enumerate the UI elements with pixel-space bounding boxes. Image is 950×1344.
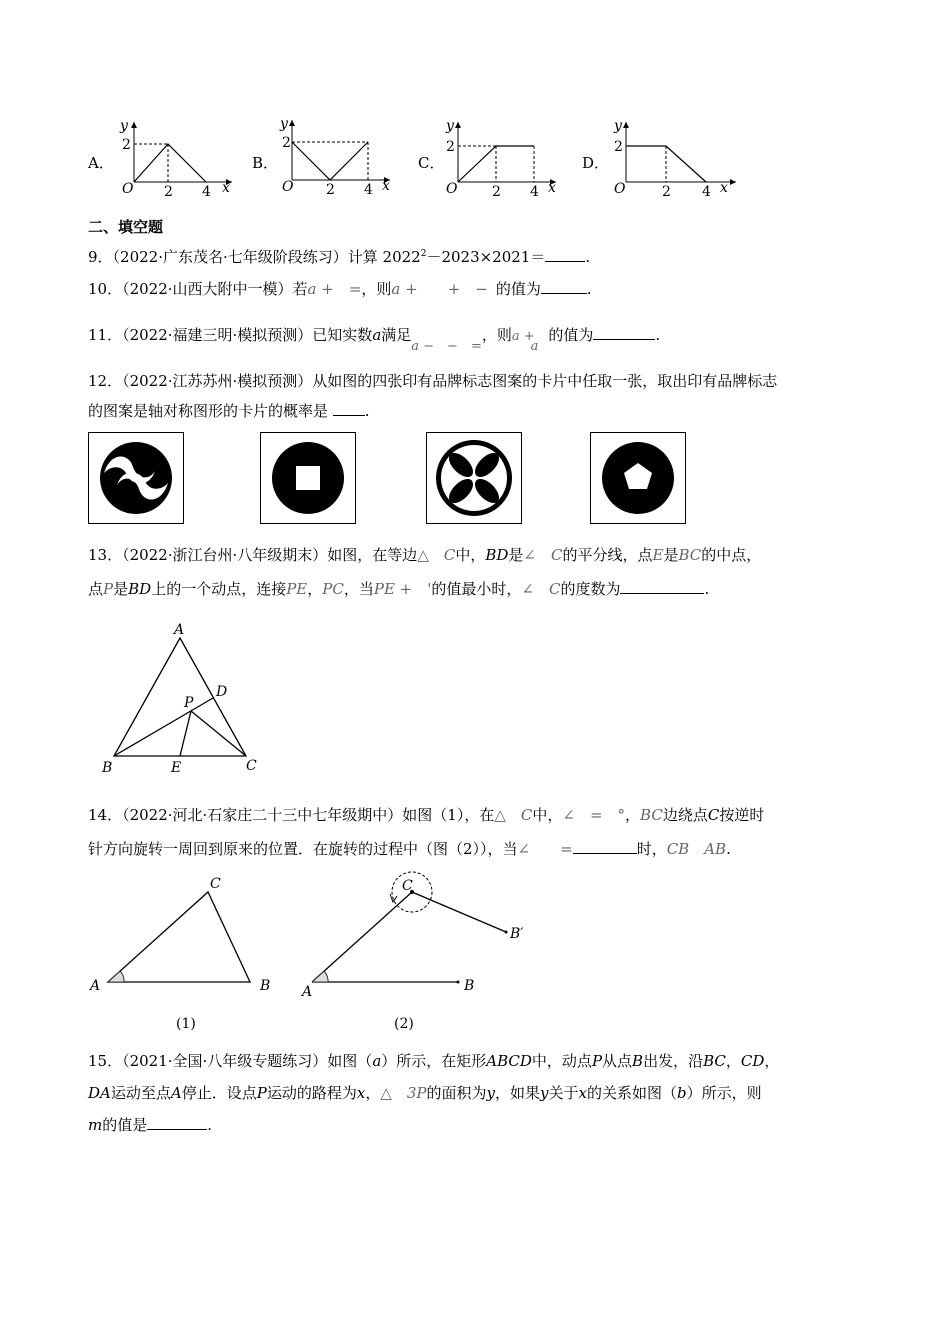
answer-blank-12[interactable]	[333, 401, 365, 416]
origin-label: O	[122, 181, 134, 197]
option-a[interactable]	[88, 118, 238, 198]
svg-text:O: O	[282, 179, 294, 195]
q13-triangle-figure	[98, 620, 278, 780]
logo-card-1	[88, 432, 184, 524]
q14-figure-1	[86, 872, 276, 1032]
option-c-graph	[442, 118, 572, 198]
option-c[interactable]	[418, 118, 568, 198]
answer-blank-15[interactable]	[147, 1115, 207, 1130]
question-14-line1: 14．（2022·河北·石家庄二十三中七年级期中）如图（1），在△ C中，∠ = °，BC边绕点C按逆时	[88, 806, 765, 824]
section-title: 二、填空题	[88, 218, 164, 236]
x-tick-2: 2	[164, 184, 173, 198]
option-a-letter: A．	[88, 154, 114, 172]
option-b-letter: B．	[252, 154, 279, 172]
question-15-line2: DA运动至点A停止．设点P运动的路程为x，△ 3P的面积为y，如果y关于x的关系如图（b）所示，则	[88, 1084, 762, 1102]
fig2-bprime-label: B′	[510, 926, 524, 942]
answer-blank-13[interactable]	[620, 579, 704, 594]
y-tick: 2	[122, 137, 131, 153]
fig1-c-label: C	[210, 876, 221, 892]
pentagon-logo-icon	[591, 433, 685, 523]
option-d[interactable]	[582, 118, 742, 198]
svg-text:y: y	[446, 118, 454, 134]
fig1-caption: (1)	[176, 1016, 196, 1032]
logo-card-4	[590, 432, 686, 524]
logo-card-2	[260, 432, 356, 524]
question-15-line3: m的值是 .	[88, 1116, 213, 1134]
question-12-line1: 12．（2022·江苏苏州·模拟预测）从如图的四张印有品牌标志图案的卡片中任取一张，取出印有品牌标志	[88, 372, 778, 390]
wave-logo-icon	[89, 433, 183, 523]
fig1-b-label: B	[260, 978, 271, 994]
svg-text:2: 2	[662, 184, 671, 198]
x-axis-label: x	[222, 180, 230, 196]
question-13-line2: 点P是BD上的一个动点，连接PE，PC，当PE + '的值最小时，∠ C的度数为 .	[88, 580, 710, 598]
option-d-graph	[610, 118, 750, 198]
rotation-arrow-icon	[390, 894, 397, 902]
svg-text:2: 2	[614, 139, 623, 155]
svg-text:x: x	[382, 178, 390, 194]
fig2-b-label: B	[464, 978, 475, 994]
vertex-c-label: C	[246, 758, 257, 774]
svg-text:4: 4	[364, 182, 373, 196]
option-d-letter: D．	[582, 154, 610, 172]
question-11: 11．（2022·福建三明·模拟预测）已知实数a满足a − − =，则a +a的值为 .	[88, 326, 661, 354]
svg-text:y: y	[614, 118, 622, 134]
question-15-line1: 15．（2021·全国·八年级专题练习）如图（a）所示，在矩形ABCD中，动点P从点B出发，沿BC，CD，	[88, 1052, 780, 1070]
option-b[interactable]	[252, 116, 402, 196]
petal-logo-icon	[427, 433, 521, 523]
point-d-label: D	[216, 684, 228, 700]
option-b-graph	[278, 116, 408, 196]
answer-blank-9[interactable]	[545, 247, 585, 262]
svg-text:O: O	[446, 181, 458, 197]
svg-text:4: 4	[530, 184, 539, 198]
svg-text:O: O	[614, 181, 626, 197]
svg-text:y: y	[280, 116, 288, 132]
question-10: 10．（2022·山西大附中一模）若a + =，则a + + − 的值为 .	[88, 280, 592, 298]
svg-text:x: x	[548, 180, 556, 196]
fig1-a-label: A	[90, 978, 101, 994]
point-e-label: E	[171, 760, 182, 776]
vertex-a-label: A	[174, 622, 185, 638]
x-tick-4: 4	[202, 184, 211, 198]
question-13-line1: 13．（2022·浙江台州·八年级期末）如图，在等边△ C中，BD是∠ C的平分线，点E是BC的中点，	[88, 546, 762, 564]
q14-figure-2	[298, 870, 538, 1030]
option-a-graph	[110, 118, 240, 198]
point-p-label: P	[184, 695, 194, 711]
svg-text:2: 2	[326, 182, 335, 196]
y-axis-label: y	[120, 118, 128, 134]
fig2-c-label: C	[402, 878, 413, 894]
question-9: 9．（2022·广东茂名·七年级阶段练习）计算 $2022^2-2023\times 2021=$ .	[88, 248, 591, 266]
svg-text:4: 4	[702, 184, 711, 198]
answer-blank-14[interactable]	[573, 839, 637, 854]
svg-text:x: x	[720, 180, 728, 196]
fig2-a-label: A	[302, 984, 313, 1000]
square-coin-logo-icon	[261, 433, 355, 523]
svg-text:2: 2	[446, 139, 455, 155]
question-12-line2: 的图案是轴对称图形的卡片的概率是 .	[88, 402, 370, 420]
svg-text:2: 2	[492, 184, 501, 198]
logo-card-3	[426, 432, 522, 524]
option-c-letter: C．	[418, 154, 445, 172]
answer-blank-10[interactable]	[541, 279, 587, 294]
fig2-caption: (2)	[394, 1016, 414, 1030]
vertex-b-label: B	[102, 760, 113, 776]
svg-text:2: 2	[282, 135, 291, 151]
question-14-line2: 针方向旋转一周回到原来的位置．在旋转的过程中（图（2）），当∠ = 时，CB AB.	[88, 840, 731, 858]
answer-blank-11[interactable]	[593, 325, 655, 340]
